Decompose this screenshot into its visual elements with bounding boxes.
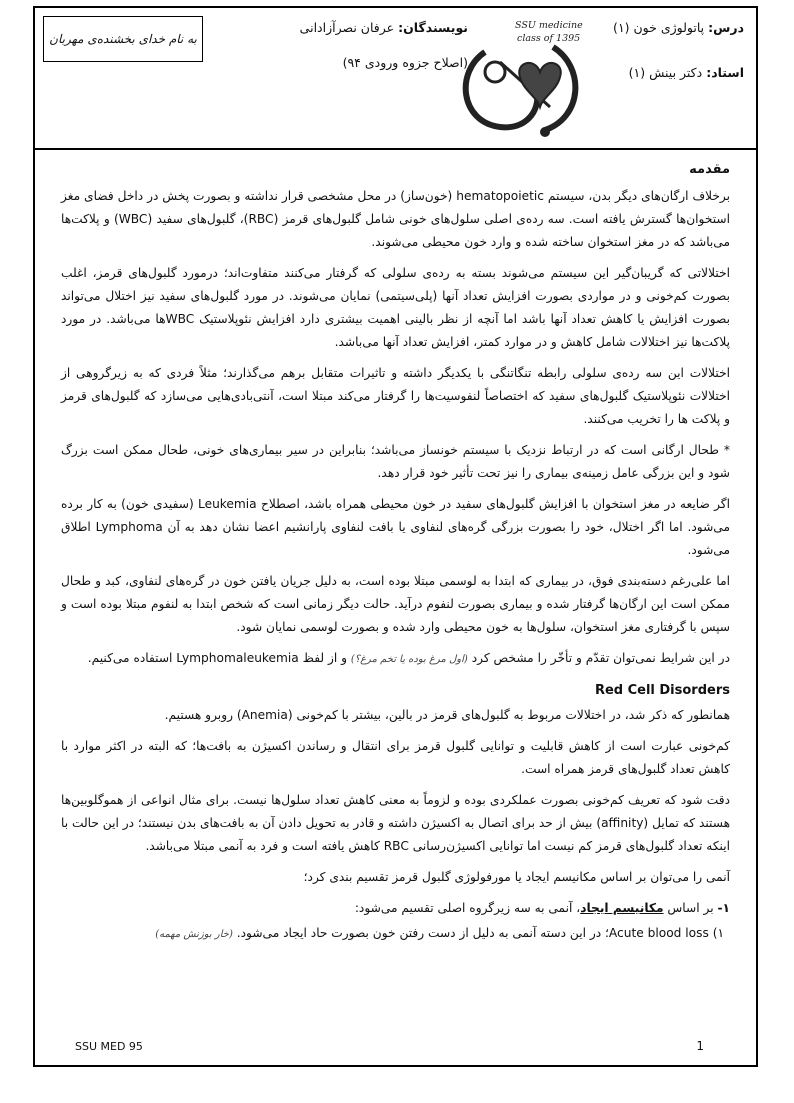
p5-term-leukemia: Leukemia — [198, 497, 257, 511]
paragraph-11: آنمی را می‌توان بر اساس مکانیسم ایجاد یا مورفولوژی گلبول قرمز تقسیم بندی کرد؛ — [303, 870, 730, 884]
intro-heading: مقدمه — [689, 162, 730, 177]
list-1-text-b: ، آنمی به سه زیرگروه اصلی تقسیم می‌شود: — [354, 901, 581, 915]
p8-text-a: همانطور که ذکر شد، در اختلالات مربوط به گلبول‌های قرمز در بالین، بیشتر با کم‌خونی — [296, 708, 730, 722]
p1-text-b: (خون‌ساز) در محل مشخصی قرار نداشته و بصورت پخش در داخل فضای مغز استخوان‌ها گسترش یافته است. سه رده‌ی اصلی سلول‌های خونی شامل گلبول‌های قرمز (RBC)، گلبول‌های سفید (WBC) و پلاکت‌ها می‌باشد که در مغز استخوان ساخته شده و وارد خون محیطی می‌شوند. — [61, 189, 730, 249]
list-1-text-a: بر اساس — [667, 901, 714, 915]
logo-line2: class of 1395 — [517, 33, 581, 44]
professor-value: دکتر بینش (۱) — [628, 65, 703, 80]
p1-term: hematopoietic — [456, 189, 544, 203]
sublist-1-term: Acute blood loss — [608, 926, 709, 940]
p7-text-a: در این شرایط نمی‌توان تقدّم و تأخّر را مشخص کرد — [471, 651, 730, 665]
footer-class-label: SSU MED 95 — [75, 1040, 143, 1053]
logo-line1: SSU medicine — [515, 20, 583, 31]
p8-term: (Anemia) — [236, 708, 293, 722]
sublist-1-text: ؛ در این دسته آنمی به دلیل از دست رفتن خون بصورت حاد ایجاد می‌شود. — [236, 926, 609, 940]
sublist-1-handwritten-note: (خار بوزنش مهمه) — [155, 929, 233, 940]
sublist-number-1: ۱) — [712, 926, 724, 940]
p5-text-b: (سفیدی خون) به کار برده می‌شود. اما اگر اختلال، خود را بصورت بزرگی گره‌های لنفاوی یا بافت لنفاوی پارانشیم اعضا نشان دهد به آن — [61, 497, 730, 534]
course-label: درس: — [708, 20, 744, 35]
professor-label: استاد: — [706, 65, 744, 80]
paragraph-8 — [61, 704, 730, 727]
paragraph-6: اما علی‌رغم دسته‌بندی فوق، در بیماری که ابتدا به لوسمی مبتلا بوده است، به دلیل جریان یافتن خون در گره‌های لنفاوی، کبد و طحال ممکن است این ارگان‌ها گرفتار شده و بیماری بصورت لنفوم درآید. حالت دیگر زمانی است که شخص ابتدا به لنفوم مبتلا بوده است و سپس با گرفتاری مغز استخوان، سلول‌ها به خون محیطی وارد شده و بصورت لوسمی نمایان شود. — [61, 574, 730, 634]
p5-term-lymphoma: Lymphoma — [95, 520, 163, 534]
p10-term: (affinity) — [596, 816, 649, 830]
list-number-1: ۱- — [717, 901, 730, 915]
authors-value: عرفان نصرآزادانی — [299, 20, 395, 35]
main-content — [61, 158, 730, 954]
page-frame — [33, 6, 758, 1067]
paragraph-10 — [61, 789, 730, 858]
course-block — [484, 20, 744, 80]
p7-term: Lymphomaleukemia — [176, 651, 299, 665]
course-value: پاتولوژی خون (۱) — [613, 20, 705, 35]
p7-text-c: استفاده می‌کنیم. — [87, 651, 173, 665]
paragraph-2: اختلالاتی که گریبان‌گیر این سیستم می‌شوند بسته به رده‌ی سلولی که گرفتار می‌کنند متفاوت‌اند؛ درمورد گلبول‌های قرمز، اغلب بصورت کم‌خونی و در مواردی بصورت افزایش تعداد آنها (پلی‌سیتمی) نمایان می‌شوند. در مورد گلبول‌های سفید نیز اختلال می‌تواند بصورت افزایش یا کاهش تعداد آنها باشد اما آنچه از نظر بالینی اهمیت بیشتری دارد افزایش نئوپلاستیک WBCها می‌باشد. در مورد پلاکت‌ها نیز اختلالات شامل کاهش و در موارد کمتر، افزایش تعداد آنها می‌باشد. — [61, 266, 730, 349]
paragraph-1 — [61, 185, 730, 254]
list-item-1 — [61, 897, 730, 920]
paragraph-5 — [61, 493, 730, 562]
paragraph-3: اختلالات این سه رده‌ی سلولی رابطه تنگاتنگی با یکدیگر داشته و تاثیرات متقابل برهم می‌گذارند؛ مثلاً فردی که به زیرگروهی از اختلالات نئوپلاستیک گلبول‌های سفید که اختصاصاً لنفوسیت‌ها را گرفتار می‌کند مبتلا است، آنتی‌بادی‌هایی می‌سازد که گلبول‌های قرمز و پلاکت ها را تخریب می‌کنند. — [61, 366, 730, 426]
rbc-heading: Red Cell Disorders — [594, 683, 730, 698]
authors-label: نویسندگان: — [398, 20, 468, 35]
p10-text-a: دقت شود که تعریف کم‌خونی بصورت عملکردی بوده و لزوماً به معنی کاهش تعداد سلول‌ها نیست. برای مثال انواعی از هموگلوبین‌ها هستند که تمایل — [61, 793, 731, 830]
revision-note: (اصلاح جزوه ورودی ۹۴) — [342, 55, 468, 70]
p5-text-c: اطلاق می‌شود. — [61, 520, 730, 557]
p5-text-a: اگر ضایعه در مغز استخوان با افزایش گلبول‌های سفید در خون محیطی همراه باشد، اصطلاح — [260, 497, 730, 511]
p8-text-b: روبرو هستیم. — [164, 708, 233, 722]
p1-text-a: برخلاف ارگان‌های دیگر بدن، سیستم — [547, 189, 731, 203]
paragraph-4: * طحال ارگانی است که در ارتباط نزدیک با سیستم خونساز می‌باشد؛ بنابراین در سیر بیماری‌های خونی، طحال ممکن است بزرگ شود و این بزرگی عامل زمینه‌ی بیماری را نیز تحت تأثیر خود قرار دهد. — [61, 443, 730, 480]
list-1-underlined: مکانیسم ایجاد — [580, 901, 664, 915]
basmala-box — [43, 16, 203, 62]
p7-handwritten-note: (اول مرغ بوده یا تخم مرغ؟) — [350, 654, 468, 665]
basmala-text: به نام خدای بخشنده‌ی مهربان — [49, 32, 197, 46]
p10-text-b: بیش از حد برای اتصال به اکسیژن داشته و قادر به تحویل دادن آن به بافت‌های بدن نیستند؛ در این حالت با اینکه تعداد گلبول‌های قرمز کم نیست اما توانایی اکسیژن‌رسانی RBC کاهش یافته است و فرد به آنمی مبتلا می‌باشد. — [61, 816, 730, 853]
sublist-item-1 — [61, 922, 730, 946]
p7-text-b: و از لفظ — [302, 651, 347, 665]
page-header — [35, 8, 756, 150]
paragraph-9: کم‌خونی عبارت است از کاهش قابلیت و توانایی گلبول قرمز برای انتقال و رساندن اکسیژن به بافت‌ها؛ که البته در اکثر موارد با کاهش تعداد گلبول‌های قرمز همراه است. — [61, 739, 730, 776]
paragraph-7 — [61, 647, 730, 671]
page-number: 1 — [696, 1039, 704, 1053]
authors-block — [268, 20, 468, 70]
